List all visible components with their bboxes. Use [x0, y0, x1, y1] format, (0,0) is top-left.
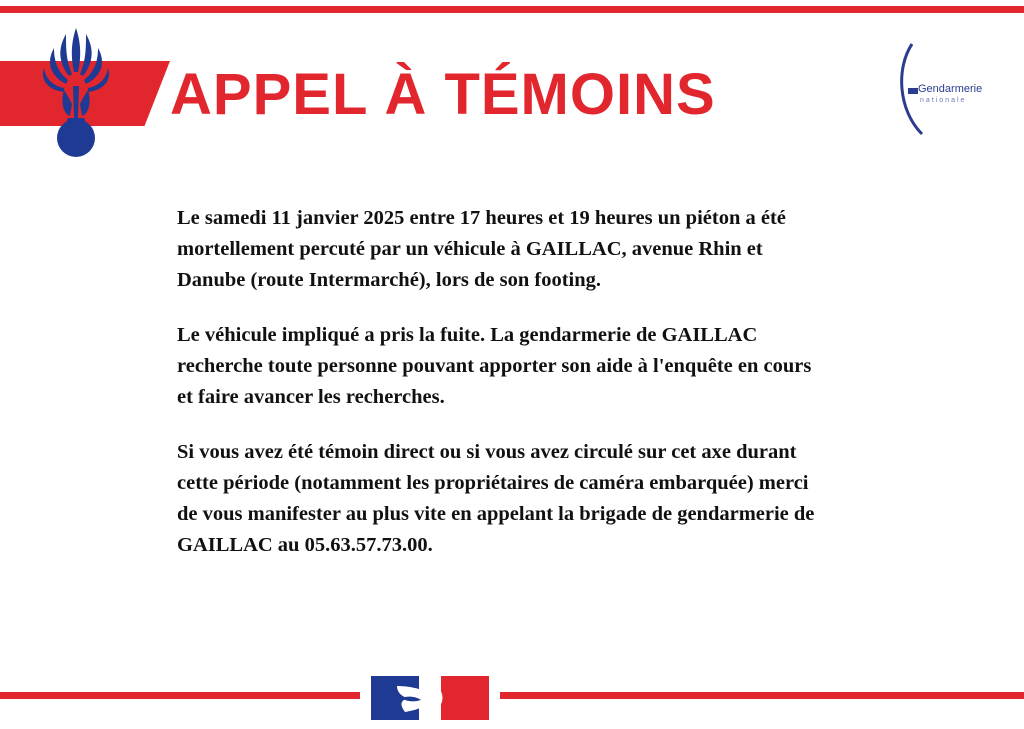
grenade-flame-icon	[36, 20, 116, 160]
paragraph-contact: Si vous avez été témoin direct ou si vous avez circulé sur cet axe durant cette période (notamment les propriétaires de caméra embarquée) merci de vous manifester au plus vite en appelant la brigade de gendarmerie de GAILLAC au 05.63.57.73.00.	[177, 441, 815, 556]
notice-body	[177, 203, 967, 585]
gendarmerie-logo-text: Gendarmerie	[918, 83, 983, 95]
page-title: APPEL À TÉMOINS	[170, 62, 716, 127]
paragraph-incident: Le samedi 11 janvier 2025 entre 17 heures et 19 heures un piéton a été mortellement percuté par un véhicule à GAILLAC, avenue Rhin et Danube (route Intermarché), lors de son footing.	[177, 207, 786, 291]
paragraph-search: Le véhicule impliqué a pris la fuite. La gendarmerie de GAILLAC recherche toute personne pouvant apporter son aide à l'enquête en cours et faire avancer les recherches.	[177, 324, 812, 408]
marianne-logo-icon	[371, 676, 489, 720]
gendarmerie-logo-subtext: nationale	[920, 97, 967, 104]
bottom-red-rule-left	[0, 692, 360, 699]
bottom-red-rule-right	[500, 692, 1024, 699]
top-red-rule	[0, 6, 1024, 13]
